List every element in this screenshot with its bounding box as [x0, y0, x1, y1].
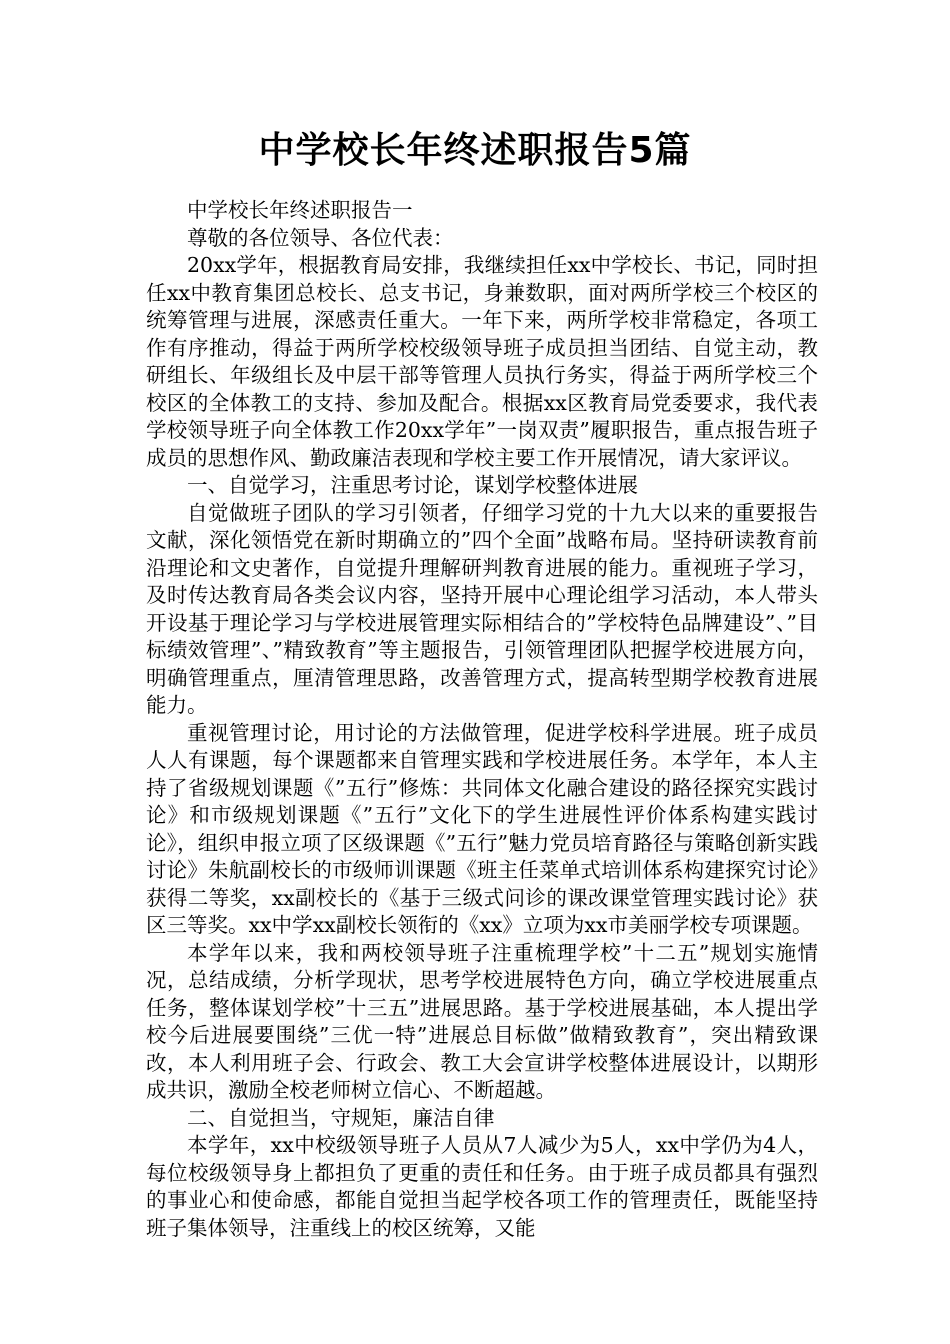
paragraph-study: 自觉做班子团队的学习引领者，仔细学习党的十九大以来的重要报告文献，深化领悟党在新时期确立的”四个全面”战略布局。坚持研读教育前沿理论和文史著作，自觉提升理解研判教育进展的能力。重视班子学习，及时传达教育局各类会议内容，坚持开展中心理论组学习活动，本人带头开设基于理论学习与学校进展管理实际相结合的”学校特色品牌建设”、”目标绩效管理”、”精致教育”等主题报告，引领管理团队把握学校进展方向，明确管理重点，厘清管理思路，改善管理方式，提高转型期学校教育进展能力。 — [146, 500, 818, 717]
paragraph-intro: 20xx学年，根据教育局安排，我继续担任xx中学校长、书记，同时担任xx中教育集团总校长、总支书记，身兼数职，面对两所学校三个校区的统筹管理与进展，深感责任重大。一年下来，两所学校非常稳定，各项工作有序推动，得益于两所学校校级领导班子成员担当团结、自觉主动，教研组长、年级组长及中层干部等管理人员执行务实，得益于两所学校三个校区的全体教工的支持、参加及配合。根据xx区教育局党委要求，我代表学校领导班子向全体教工作20xx学年”一岗双责”履职报告，重点报告班子成员的思想作风、勤政廉洁表现和学校主要工作开展情况，请大家评议。 — [146, 253, 818, 470]
paragraph-planning: 本学年以来，我和两校领导班子注重梳理学校”十二五”规划实施情况，总结成绩，分析学现状，思考学校进展特色方向，确立学校进展重点任务，整体谋划学校”十三五”进展思路。基于学校进展基础，本人提出学校今后进展要围绕”三优一特”进展总目标做”做精致教育”，突出精致课改，本人利用班子会、行政会、教工大会宣讲学校整体进展设计，以期形成共识，激励全校老师树立信心、不断超越。 — [146, 940, 818, 1102]
paragraph-research: 重视管理讨论，用讨论的方法做管理，促进学校科学进展。班子成员人人有课题，每个课题都来自管理实践和学校进展任务。本学年，本人主持了省级规划课题《”五行”修炼：共同体文化融合建设的路径探究实践讨论》和市级规划课题《”五行”文化下的学生进展性评价体系构建实践讨论》，组织申报立项了区级课题《”五行”魅力党员培育路径与策略创新实践讨论》朱航副校长的市级师训课题《班主任菜单式培训体系构建探究讨论》获得二等奖，xx副校长的《基于三级式问诊的课改课堂管理实践讨论》获区三等奖。xx中学xx副校长领衔的《xx》立项为xx市美丽学校专项课题。 — [146, 720, 818, 937]
paragraph-salutation: 尊敬的各位领导、各位代表： — [187, 225, 454, 250]
document-body — [146, 197, 818, 1242]
paragraph-heading-two: 二、自觉担当，守规矩，廉洁自律 — [187, 1105, 495, 1130]
paragraph-section-heading: 中学校长年终述职报告一 — [187, 198, 413, 222]
document-title: 中学校长年终述职报告5篇 — [258, 130, 692, 171]
paragraph-heading-one: 一、自觉学习，注重思考讨论，谋划学校整体进展 — [187, 473, 638, 497]
paragraph-responsibility: 本学年，xx中校级领导班子人员从7人减少为5人，xx中学仍为4人，每位校级领导身上都担负了更重的责任和任务。由于班子成员都具有强烈的事业心和使命感，都能自觉担当起学校各项工作的管理责任，既能坚持班子集体领导，注重线上的校区统筹，又能 — [146, 1133, 818, 1240]
